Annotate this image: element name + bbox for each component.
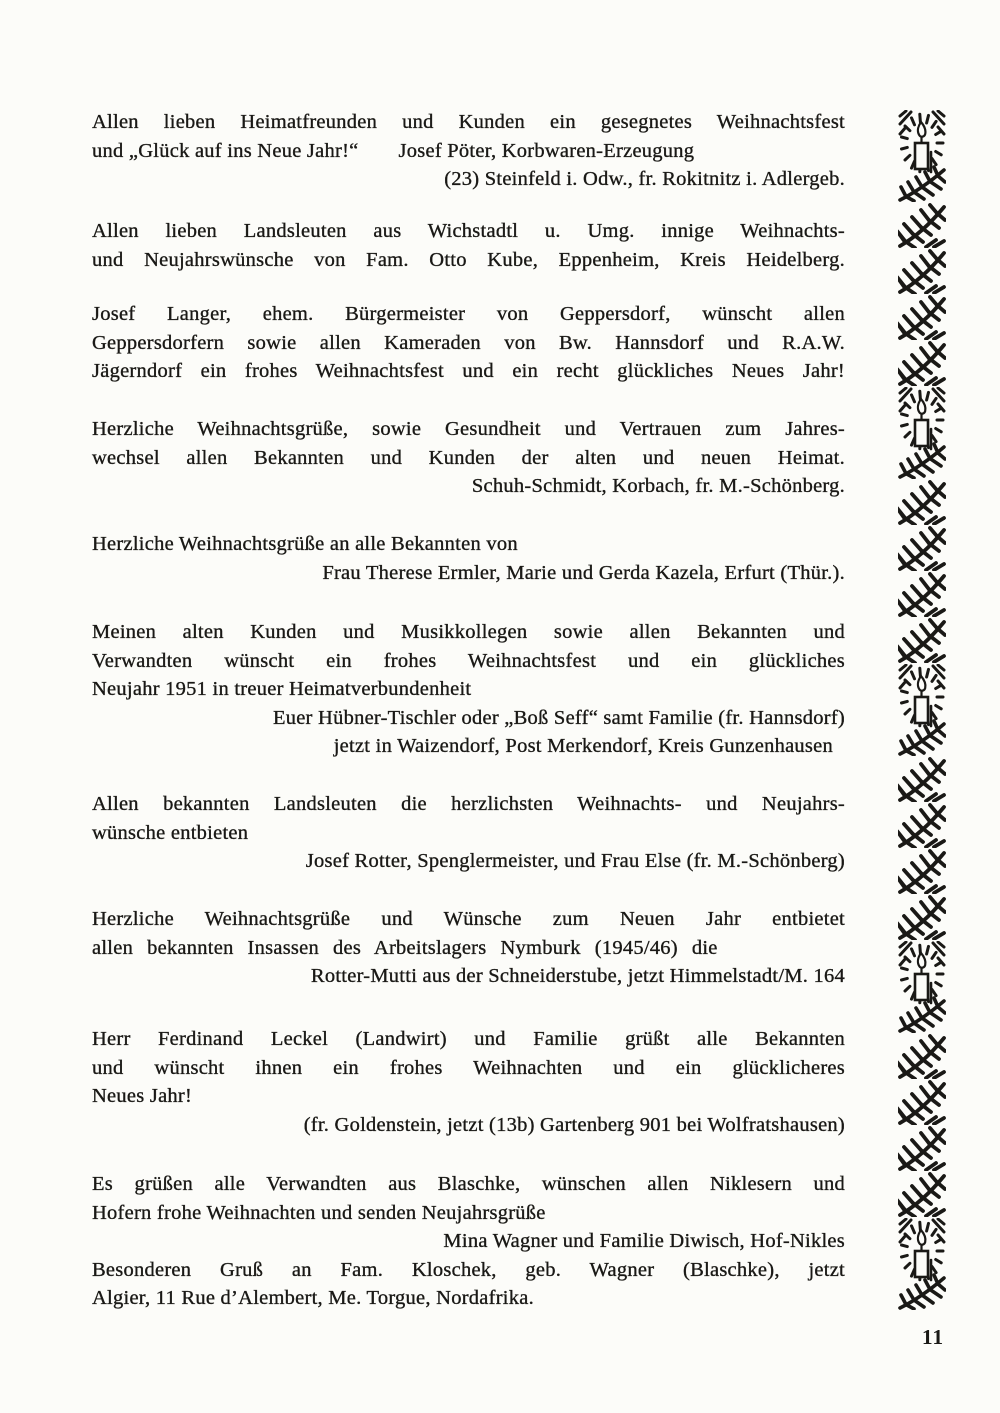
- candle-ornament-icon: [898, 664, 946, 756]
- fir-sprig-ornament-icon: [898, 757, 946, 802]
- greeting-paragraph-10: [92, 1170, 845, 1313]
- text-line: Frau Therese Ermler, Marie und Gerda Kazela, Erfurt (Thür.).: [322, 561, 845, 584]
- text-line: und Neujahrswünsche von Fam. Otto Kube, Eppenheim, Kreis Heidelberg.: [92, 248, 845, 271]
- fir-candle-border: [898, 110, 946, 1310]
- text-line: Herzliche Weihnachtsgrüße und Wünsche zum Neuen Jahr entbietet: [92, 908, 845, 930]
- text-line: Allen lieben Landsleuten aus Wichstadtl u. Umg. innige Weihnachts-: [92, 220, 845, 242]
- fir-sprig-ornament-icon: [898, 295, 946, 340]
- text-line: und wünscht ihnen ein frohes Weihnachten und ein glücklicheres: [92, 1056, 845, 1079]
- text-line: [92, 137, 845, 166]
- text-line: Hofern frohe Weihnachten und senden Neujahrsgrüße: [92, 1201, 546, 1224]
- candle-ornament-icon: [898, 1218, 946, 1310]
- text-line: Allen bekannten Landsleuten die herzlichsten Weihnachts- und Neujahrs-: [92, 793, 845, 815]
- fir-sprig-ornament-icon: [898, 618, 946, 663]
- text-line: Mina Wagner und Familie Diwisch, Hof-Nikles: [443, 1230, 845, 1252]
- text-segment: Josef Pöter, Korbwaren-Erzeugung: [398, 139, 695, 162]
- candle-ornament-icon: [898, 110, 946, 202]
- text-segment: und „Glück auf ins Neue Jahr!“: [92, 139, 359, 162]
- text-line: Josef Langer, ehem. Bürgermeister von Geppersdorf, wünscht allen: [92, 303, 845, 325]
- text-line: Allen lieben Heimatfreunden und Kunden ein gesegnetes Weihnachtsfest: [92, 111, 845, 133]
- text-line: Euer Hübner-Tischler oder „Boß Seff“ samt Familie (fr. Hannsdorf): [272, 706, 845, 729]
- fir-sprig-ornament-icon: [898, 203, 946, 248]
- candle-ornament-icon: [898, 387, 946, 479]
- text-line: jetzt in Waizendorf, Post Merkendorf, Kreis Gunzenhausen: [333, 735, 833, 757]
- text-line: Meinen alten Kunden und Musikkollegen sowie allen Bekannten und: [92, 621, 845, 643]
- fir-sprig-ornament-icon: [898, 1172, 946, 1217]
- fir-sprig-ornament-icon: [898, 895, 946, 940]
- text-line: Josef Rotter, Spenglermeister, und Frau Else (fr. M.-Schönberg): [305, 850, 845, 872]
- fir-sprig-ornament-icon: [898, 849, 946, 894]
- fir-sprig-ornament-icon: [898, 572, 946, 617]
- greeting-paragraph-2: [92, 217, 845, 274]
- fir-sprig-ornament-icon: [898, 1034, 946, 1079]
- text-line: Herzliche Weihnachtsgrüße, sowie Gesundheit und Vertrauen zum Jahres-: [92, 418, 845, 440]
- page-number: 11: [921, 1325, 945, 1349]
- text-line: Neujahr 1951 in treuer Heimatverbundenheit: [92, 678, 472, 700]
- greeting-paragraph-5: [92, 530, 845, 587]
- text-line: Rotter-Mutti aus der Schneiderstube, jetzt Himmelstadt/M. 164: [310, 965, 845, 987]
- text-line: Besonderen Gruß an Fam. Kloschek, geb. Wagner (Blaschke), jetzt: [92, 1258, 845, 1281]
- greeting-paragraph-8: [92, 905, 845, 991]
- text-line: Schuh-Schmidt, Korbach, fr. M.-Schönberg.: [471, 475, 845, 497]
- fir-sprig-ornament-icon: [898, 1080, 946, 1125]
- candle-ornament-icon: [898, 941, 946, 1033]
- fir-sprig-ornament-icon: [898, 526, 946, 571]
- text-line: Geppersdorfern sowie allen Kameraden von Bw. Hannsdorf und R.A.W.: [92, 331, 845, 354]
- text-line: wünsche entbieten: [92, 821, 249, 844]
- text-line: allen bekannten Insassen des Arbeitslagers Nymburk (1945/46) die: [92, 936, 718, 959]
- text-line: Herr Ferdinand Leckel (Landwirt) und Familie grüßt alle Bekannten: [92, 1028, 845, 1050]
- greeting-paragraph-3: [92, 300, 845, 386]
- text-line: Herzliche Weihnachtsgrüße an alle Bekannten von: [92, 533, 518, 555]
- greeting-paragraph-4: [92, 415, 845, 501]
- greetings-column: [92, 0, 845, 1413]
- fir-sprig-ornament-icon: [898, 1126, 946, 1171]
- text-line: Algier, 11 Rue d’Alembert, Me. Torgue, Nordafrika.: [92, 1287, 534, 1309]
- text-line: Neues Jahr!: [92, 1085, 193, 1107]
- fir-sprig-ornament-icon: [898, 341, 946, 386]
- greeting-paragraph-9: [92, 1025, 845, 1139]
- text-line: wechsel allen Bekannten und Kunden der alten und neuen Heimat.: [92, 446, 845, 469]
- text-line: (23) Steinfeld i. Odw., fr. Rokitnitz i. Adlergeb.: [444, 168, 845, 190]
- text-line: Verwandten wünscht ein frohes Weihnachtsfest und ein glückliches: [92, 649, 845, 672]
- text-line: Es grüßen alle Verwandten aus Blaschke, wünschen allen Niklesern und: [92, 1173, 845, 1195]
- fir-sprig-ornament-icon: [898, 480, 946, 525]
- greeting-paragraph-1: [92, 108, 845, 194]
- greeting-paragraph-7: [92, 790, 845, 876]
- fir-sprig-ornament-icon: [898, 803, 946, 848]
- greeting-paragraph-6: [92, 618, 845, 761]
- text-line: Jägerndorf ein frohes Weihnachtsfest und ein recht glückliches Neues Jahr!: [92, 360, 845, 382]
- text-line: (fr. Goldenstein, jetzt (13b) Gartenberg 901 bei Wolfratshausen): [303, 1113, 845, 1136]
- fir-sprig-ornament-icon: [898, 249, 946, 294]
